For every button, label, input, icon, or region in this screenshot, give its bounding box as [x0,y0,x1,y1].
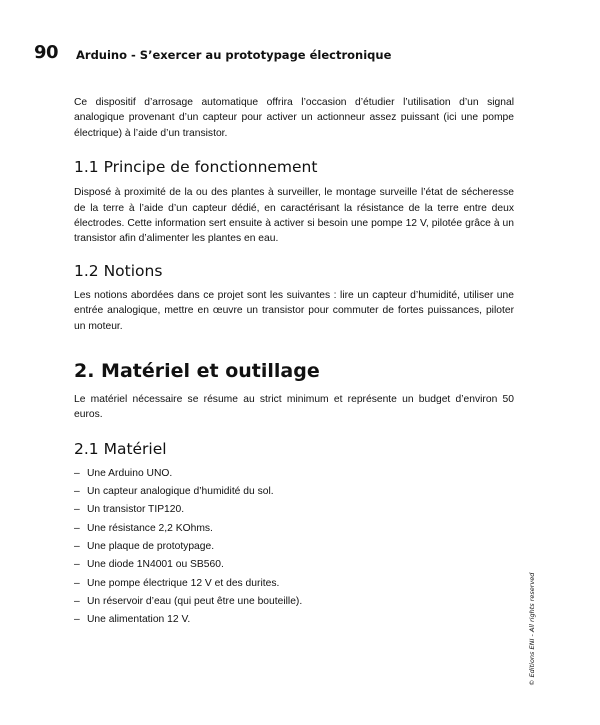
copyright-notice: © Editions ENI - All rights reserved [528,572,536,686]
list-item [74,538,514,556]
dash-bullet: – [74,577,80,589]
materials-list [74,465,514,630]
dash-bullet: – [74,614,80,626]
section-1-1-heading: 1.1 Principe de fonctionnement [74,158,318,177]
section-1-2-paragraph: Les notions abordées dans ce projet sont les suivantes : lire un capteur d’humidité, utiliser une entrée analogique, mettre en œuvre un transistor pour commuter de fortes puissances, piloter un moteur. [74,289,514,332]
list-item-text: Un capteur analogique d’humidité du sol. [87,486,274,498]
section-2-paragraph: Le matériel nécessaire se résume au strict minimum et représente un budget d’environ 50 euros. [74,394,514,421]
running-title: Arduino - S’exercer au prototypage électronique [76,48,392,62]
list-item-text: Une résistance 2,2 KOhms. [87,522,213,534]
section-1-2-heading: 1.2 Notions [74,261,163,280]
list-item [74,556,514,574]
list-item-text: Une Arduino UNO. [87,467,173,479]
dash-bullet: – [74,486,80,498]
list-item [74,611,514,629]
list-item-text: Une pompe électrique 12 V et des durites. [87,577,280,589]
intro-paragraph: Ce dispositif d’arrosage automatique offrira l’occasion d’étudier l’utilisation d’un signal analogique provenant d’un capteur pour activer un actionneur assez puissant (ici une pompe électrique) à l’aide d’un transistor. [74,97,514,139]
dash-bullet: – [74,504,80,516]
dash-bullet: – [74,541,80,553]
list-item-text: Un réservoir d’eau (qui peut être une bouteille). [87,595,303,607]
list-item-text: Une plaque de prototypage. [87,541,215,553]
list-item-text: Une diode 1N4001 ou SB560. [87,559,224,571]
list-item [74,593,514,611]
list-item-text: Une alimentation 12 V. [87,614,191,626]
section-2-heading: 2. Matériel et outillage [74,360,320,383]
page-content [74,95,514,630]
list-item [74,575,514,593]
dash-bullet: – [74,595,80,607]
list-item [74,501,514,519]
dash-bullet: – [74,467,80,479]
page-number: 90 [34,42,59,63]
dash-bullet: – [74,522,80,534]
list-item-text: Un transistor TIP120. [87,504,185,516]
section-1-1-paragraph: Disposé à proximité de la ou des plantes à surveiller, le montage surveille l’état de sécheresse de la terre à l’aide d’un capteur dédié, en caractérisant la résistance de la terre entre deux électrodes. Cette information sert ensuite à activer si besoin une pompe 12 V, pilotée grâce à un transistor afin d’alimenter les plantes en eau. [74,187,514,245]
dash-bullet: – [74,559,80,571]
section-2-1-heading: 2.1 Matériel [74,439,167,458]
page-header [0,0,600,64]
list-item [74,483,514,501]
list-item [74,520,514,538]
list-item [74,465,514,483]
